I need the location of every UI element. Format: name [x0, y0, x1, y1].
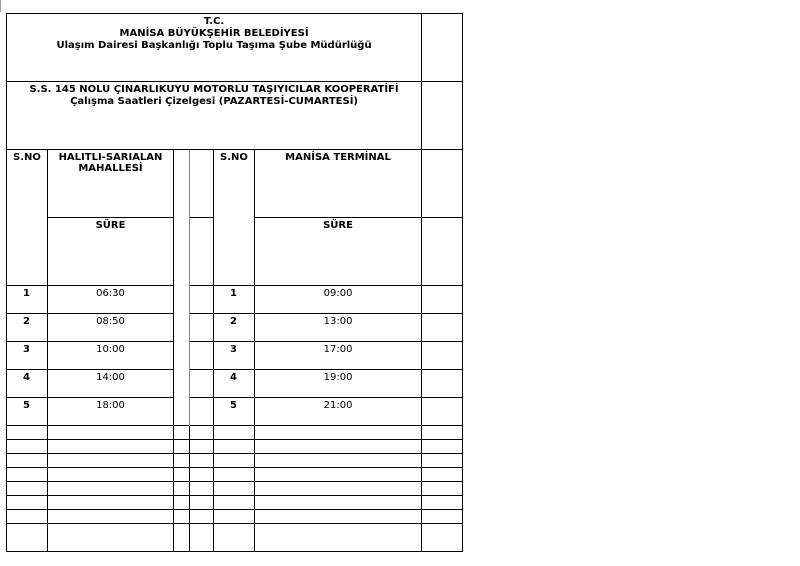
row-side-cell — [422, 370, 463, 398]
right-number: 3 — [214, 342, 255, 370]
empty-cell — [190, 482, 214, 496]
title-line-department: Ulaşım Dairesi Başkanlığı Toplu Taşıma Şube Müdürlüğü — [56, 40, 372, 51]
empty-cell — [190, 468, 214, 482]
empty-cell — [190, 454, 214, 468]
empty-cell — [174, 510, 190, 524]
empty-cell — [7, 524, 48, 552]
column-gap-b — [190, 314, 214, 342]
table-row — [7, 342, 463, 370]
empty-row — [7, 496, 463, 510]
empty-cell — [174, 468, 190, 482]
empty-cell — [7, 510, 48, 524]
empty-cell — [255, 440, 422, 454]
duration-side-cell — [422, 218, 463, 286]
empty-cell — [214, 482, 255, 496]
empty-cell — [422, 454, 463, 468]
column-gap-b — [190, 370, 214, 398]
right-time: 19:00 — [255, 370, 422, 398]
empty-cell — [7, 496, 48, 510]
column-gap-b — [190, 342, 214, 370]
empty-cell — [214, 496, 255, 510]
empty-cell — [174, 440, 190, 454]
column-gap-b — [190, 150, 214, 218]
empty-cell — [214, 524, 255, 552]
empty-row — [7, 454, 463, 468]
empty-cell — [255, 496, 422, 510]
empty-cell — [190, 426, 214, 440]
left-time: 08:50 — [48, 314, 174, 342]
empty-cell — [190, 524, 214, 552]
empty-cell — [7, 454, 48, 468]
empty-cell — [7, 482, 48, 496]
empty-row — [7, 426, 463, 440]
left-number: 4 — [7, 370, 48, 398]
right-number: 1 — [214, 286, 255, 314]
empty-cell — [255, 426, 422, 440]
empty-cell — [190, 496, 214, 510]
table-row — [7, 314, 463, 342]
left-number: 1 — [7, 286, 48, 314]
empty-cell — [7, 426, 48, 440]
empty-cell — [214, 454, 255, 468]
right-time: 13:00 — [255, 314, 422, 342]
title-line-municipality: MANİSA BÜYÜKŞEHİR BELEDİYESİ — [119, 28, 309, 39]
column-gap-b — [190, 218, 214, 286]
cooperative-name: S.S. 145 NOLU ÇINARLIKUYU MOTORLU TAŞIYICILAR KOOPERATİFİ — [29, 84, 399, 95]
left-time: 10:00 — [48, 342, 174, 370]
empty-cell — [214, 510, 255, 524]
empty-cell — [48, 524, 174, 552]
left-route-header: HALITLI-SARIALAN MAHALLESİ — [48, 150, 174, 218]
route-header-row — [7, 150, 463, 218]
empty-cell — [48, 426, 174, 440]
left-time: 06:30 — [48, 286, 174, 314]
table-row — [7, 370, 463, 398]
empty-row — [7, 524, 463, 552]
empty-cell — [174, 426, 190, 440]
schedule-table — [6, 13, 463, 552]
empty-cell — [255, 482, 422, 496]
right-route-header: MANİSA TERMİNAL — [255, 150, 422, 218]
empty-cell — [190, 510, 214, 524]
page-edge-mark — [0, 0, 1, 12]
empty-cell — [422, 510, 463, 524]
route-side-cell — [422, 150, 463, 218]
right-time: 17:00 — [255, 342, 422, 370]
left-sure-header: SÜRE — [48, 218, 174, 286]
empty-cell — [174, 482, 190, 496]
left-time: 14:00 — [48, 370, 174, 398]
empty-cell — [48, 468, 174, 482]
row-side-cell — [422, 342, 463, 370]
empty-cell — [48, 482, 174, 496]
column-gap-a — [174, 398, 190, 426]
empty-cell — [7, 440, 48, 454]
right-number: 4 — [214, 370, 255, 398]
empty-row — [7, 510, 463, 524]
title-side-cell — [422, 14, 463, 82]
empty-cell — [190, 440, 214, 454]
title-cell — [7, 14, 422, 82]
empty-row — [7, 468, 463, 482]
empty-cell — [174, 454, 190, 468]
empty-row — [7, 482, 463, 496]
empty-cell — [48, 440, 174, 454]
row-side-cell — [422, 314, 463, 342]
column-gap-a — [174, 286, 190, 314]
title-row — [7, 14, 463, 82]
empty-cell — [214, 426, 255, 440]
empty-cell — [7, 468, 48, 482]
subtitle-cell — [7, 82, 422, 150]
empty-cell — [255, 454, 422, 468]
right-sno-header: S.NO — [214, 150, 255, 286]
empty-cell — [422, 496, 463, 510]
column-gap-b — [190, 398, 214, 426]
table-row — [7, 286, 463, 314]
right-number: 2 — [214, 314, 255, 342]
left-number: 2 — [7, 314, 48, 342]
subtitle-row — [7, 82, 463, 150]
empty-cell — [174, 496, 190, 510]
schedule-description: Çalışma Saatleri Çizelgesi (PAZARTESİ-CUMARTESİ) — [70, 96, 358, 107]
column-gap-b — [190, 286, 214, 314]
row-side-cell — [422, 398, 463, 426]
left-number: 3 — [7, 342, 48, 370]
right-number: 5 — [214, 398, 255, 426]
empty-cell — [48, 454, 174, 468]
column-gap-a — [174, 370, 190, 398]
left-time: 18:00 — [48, 398, 174, 426]
empty-cell — [422, 482, 463, 496]
right-time: 09:00 — [255, 286, 422, 314]
empty-cell — [255, 510, 422, 524]
right-time: 21:00 — [255, 398, 422, 426]
row-side-cell — [422, 286, 463, 314]
empty-cell — [174, 524, 190, 552]
column-gap-a — [174, 314, 190, 342]
empty-cell — [214, 440, 255, 454]
empty-cell — [422, 524, 463, 552]
empty-cell — [214, 468, 255, 482]
empty-cell — [422, 440, 463, 454]
empty-cell — [48, 510, 174, 524]
column-gap-a — [174, 150, 190, 286]
empty-cell — [48, 496, 174, 510]
empty-cell — [255, 468, 422, 482]
left-sno-header: S.NO — [7, 150, 48, 286]
title-line-tc: T.C. — [203, 16, 225, 27]
empty-cell — [422, 468, 463, 482]
column-gap-a — [174, 342, 190, 370]
subtitle-side-cell — [422, 82, 463, 150]
empty-cell — [422, 426, 463, 440]
empty-cell — [255, 524, 422, 552]
empty-row — [7, 440, 463, 454]
table-row — [7, 398, 463, 426]
right-sure-header: SÜRE — [255, 218, 422, 286]
left-number: 5 — [7, 398, 48, 426]
